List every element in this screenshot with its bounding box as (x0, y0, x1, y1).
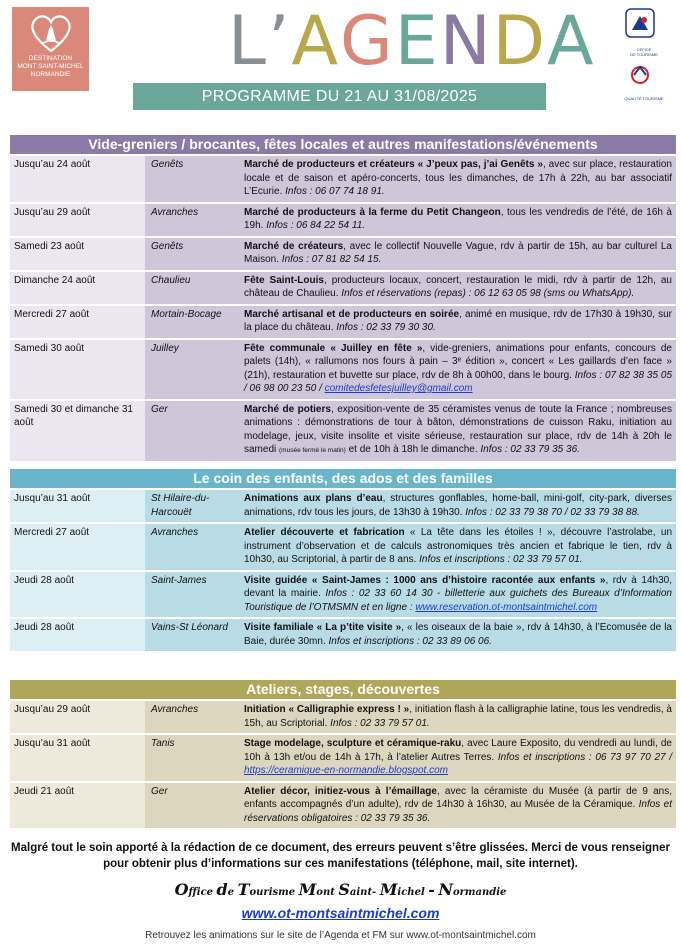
event-place: Avranches (145, 700, 240, 734)
title-letter: A (291, 2, 341, 81)
event-row (10, 489, 676, 523)
event-text: , rdv à 14h30, devant la mairie. (244, 574, 672, 599)
event-description (240, 400, 676, 461)
event-date: Mercredi 27 août (10, 523, 145, 571)
event-date: Jusqu’au 31 août (10, 489, 145, 523)
event-date: Mercredi 27 août (10, 305, 145, 339)
event-row (10, 734, 676, 782)
event-date: Jusqu’au 31 août (10, 734, 145, 782)
event-text: , structures gonflables, home-ball, mini-golf, city-park, diverses animations, rdv tous les jours, de 13h30 à 19h30. (244, 493, 672, 518)
event-date: Jusqu’au 24 août (10, 155, 145, 203)
event-place: Saint-James (145, 571, 240, 619)
title-letter: D (492, 2, 547, 81)
title-letter: A (546, 2, 596, 81)
event-title: Fête Saint-Louis (244, 274, 324, 286)
event-info: Infos et inscriptions : 06 73 97 70 27 / (497, 751, 672, 763)
section-enfants (10, 469, 676, 651)
event-row (10, 618, 676, 651)
signature-initial: T (237, 880, 250, 899)
event-date: Jeudi 28 août (10, 571, 145, 619)
title-letter: ’ (267, 2, 292, 81)
event-title: Marché artisanal et de producteurs en soirée (244, 308, 460, 320)
event-title: Visite guidée « Saint-James : 1000 ans d’histoire racontée aux enfants » (244, 574, 606, 586)
heart-mountain-icon (29, 13, 73, 53)
event-link[interactable]: comitedesfetesjuilley@gmail.com (324, 383, 473, 394)
qualite-tourisme-icon (620, 63, 660, 91)
event-info: Infos : 02 33 60 14 30 - billetterie aux guichets des Bureaux d’Information Touristique de l’OTMSMN et en ligne : (244, 588, 672, 613)
event-place: St Hilaire-du-Harcouët (145, 489, 240, 523)
event-table (10, 488, 676, 651)
event-row (10, 571, 676, 619)
signature-initial: M (379, 880, 398, 899)
event-info: Infos : 02 33 79 30 30. (336, 322, 436, 333)
event-place: Avranches (145, 203, 240, 237)
event-text: , avec le collectif Nouvelle Vague, rdv à partir de 15h, au bar culturel La Maison. (244, 240, 672, 265)
event-link[interactable]: https://ceramique-en-normandie.blogspot.com (244, 765, 448, 776)
logo-line: DESTINATION (28, 55, 73, 62)
event-description (240, 155, 676, 203)
event-text: , producteurs locaux, concert, restauration le midi, rdv à partir de 12h, au château de Chaulieu. (244, 274, 672, 299)
event-text: et de 10h à 18h le dimanche. (345, 444, 481, 455)
event-place: Chaulieu (145, 271, 240, 305)
event-text: , initiation flash à la calligraphie latine, tous les vendredis, à 15h, au Scriptorial. (244, 704, 672, 729)
signature-rest: ourisme (249, 887, 296, 898)
event-description (240, 271, 676, 305)
event-row (10, 400, 676, 461)
signature-initial: - (428, 880, 435, 899)
office-logo-text: OFFICE (636, 47, 652, 52)
page-title (228, 4, 596, 80)
office-logo-text: DE TOURISME (630, 52, 658, 57)
title-letter: N (439, 2, 493, 81)
event-description (240, 782, 676, 829)
event-info: Infos et réservations obligatoires : 02 33 79 35 36. (244, 799, 672, 824)
event-place: Juilley (145, 339, 240, 400)
title-letter: G (340, 2, 395, 81)
event-description (240, 203, 676, 237)
event-info: Infos et réservations (repas) : 06 12 63 05 98 (sms ou WhatsApp). (341, 288, 635, 299)
event-row (10, 305, 676, 339)
section-ateliers (10, 680, 676, 828)
title-letter: E (394, 2, 440, 81)
event-place: Tanis (145, 734, 240, 782)
office-tourisme-logo-icon (620, 8, 660, 42)
event-title: Initiation « Calligraphie express ! » (244, 704, 410, 715)
event-row (10, 271, 676, 305)
event-place: Ger (145, 782, 240, 829)
event-date: Jusqu’au 29 août (10, 203, 145, 237)
event-date: Jusqu’au 29 août (10, 700, 145, 734)
event-description (240, 305, 676, 339)
event-info: Infos : 02 33 79 35 36. (480, 444, 580, 455)
event-date: Jeudi 21 août (10, 782, 145, 829)
event-info: Infos : 06 84 22 54 11. (266, 220, 366, 231)
event-info: Infos : 07 82 38 35 05 / 06 98 00 23 50 / (244, 369, 673, 394)
event-place: Avranches (145, 523, 240, 571)
event-date: Dimanche 24 août (10, 271, 145, 305)
signature-rest: ont (316, 887, 335, 898)
event-info: Infos : 06 07 74 18 91. (285, 186, 385, 197)
event-row (10, 782, 676, 829)
event-title: Marché de créateurs (244, 240, 344, 252)
event-row (10, 523, 676, 571)
section-manifestations (10, 135, 676, 461)
event-place: Genêts (145, 155, 240, 203)
event-title: Atelier découverte et fabrication (244, 527, 405, 538)
signature-rest: ichel (397, 887, 425, 898)
signature-rest: ffice (188, 887, 214, 898)
event-title: Atelier décor, initiez-vous à l’émaillage (244, 785, 437, 797)
section-title: Ateliers, stages, découvertes (10, 680, 676, 699)
event-row (10, 700, 676, 734)
signature-initial: N (438, 880, 453, 899)
event-title: Fête communale « Juilley en fête » (244, 342, 423, 354)
event-note: (musée fermé le matin) (279, 447, 346, 454)
event-place: Vains-St Léonard (145, 618, 240, 651)
cut-off-line: Retrouvez les animations sur le site de l’Agenda et FM sur www.ot-montsaintmichel.com (145, 930, 536, 941)
website-link[interactable]: www.ot-montsaintmichel.com (241, 905, 440, 921)
event-text: , « les oiseaux de la baie », rdv à 14h30, à l’Ecomusée de la Baie, durée 30mn. (244, 622, 672, 647)
signature-initial: d (216, 880, 228, 899)
office-signature (0, 880, 681, 899)
event-text: , avec la céramiste du Musée (à partir de 9 ans, enfants accompagnés d’un adulte), rdv de 14h30 à 16h30, au Musée de la Céramique. (244, 785, 672, 810)
event-info: Infos : 07 81 82 54 15. (281, 254, 382, 265)
signature-initial: O (174, 880, 189, 899)
signature-rest: e (227, 887, 235, 898)
event-description (240, 618, 676, 651)
title-letter: L (228, 2, 268, 81)
event-date: Samedi 30 août (10, 339, 145, 400)
event-title: Stage modelage, sculpture et céramique-raku (244, 738, 462, 749)
disclaimer: Malgré tout le soin apporté à la rédaction de ce document, des erreurs peuvent s’être glissées. Merci de vous renseigner pour obtenir plus d’informations sur ces manifestations (téléphone, mail, site internet). (11, 842, 670, 870)
event-description (240, 339, 676, 400)
section-title: Le coin des enfants, des ados et des familles (10, 469, 676, 488)
event-text: , animé en musique, rdv de 17h30 à 19h30, sur la place du château. (244, 308, 672, 333)
event-title: Visite familiale « La p’tite visite » (244, 622, 402, 633)
logo-line: MONT SAINT-MICHEL (17, 63, 84, 70)
event-description (240, 523, 676, 571)
event-text: , avec sur place, restauration locale et de saison et apéro-concerts, tous les dimanches, de 17h à 22h, au bar associatif L’Ecurie. (244, 159, 672, 197)
event-row (10, 203, 676, 237)
destination-logo (12, 7, 89, 91)
event-date: Jeudi 28 août (10, 618, 145, 651)
signature-initial: M (298, 880, 317, 899)
event-info: Infos et inscriptions : 02 33 79 57 01. (419, 554, 583, 565)
signature-rest: ormandie (452, 887, 507, 898)
event-title: Marché de producteurs et créateurs « J’peux pas, j’ai Genêts » (244, 159, 543, 170)
signature-rest: aint- (349, 887, 377, 898)
event-description (240, 489, 676, 523)
event-table (10, 154, 676, 461)
signature-initial: S (338, 880, 350, 899)
programme-banner: PROGRAMME DU 21 AU 31/08/2025 (133, 83, 546, 110)
event-info: Infos : 02 33 79 57 01. (330, 717, 430, 729)
event-info: Infos : 02 33 79 38 70 / 02 33 79 38 88. (465, 506, 640, 518)
event-description (240, 571, 676, 619)
event-title: Marché de producteurs à la ferme du Petit Changeon (244, 206, 501, 218)
event-row (10, 155, 676, 203)
event-text: , vide-greniers, animations pour enfants, concours de palets (14h), « rallumons nos fours à pain – 3ᵉ édition », concert « Les gaillards d’en face » (21h), restauration et buvette sur place, rdv de 8h à 00h00, dans le bourg. (244, 342, 672, 381)
event-description (240, 700, 676, 734)
event-description (240, 734, 676, 782)
section-title: Vide-greniers / brocantes, fêtes locales et autres manifestations/événements (10, 135, 676, 154)
event-title: Marché de potiers (244, 403, 331, 415)
event-row (10, 339, 676, 400)
event-table (10, 699, 676, 828)
event-text: , avec Laure Exposito, du vendredi au lundi, de 10h à 13h et/ou de 14h à 17h, à l’atelier Autres Terres. (244, 738, 672, 763)
qualite-logo-text: QUALITÉ TOURISME (624, 96, 664, 101)
event-row (10, 237, 676, 271)
event-link[interactable]: www.reservation.ot-montsaintmichel.com (415, 601, 598, 613)
event-date: Samedi 30 et dimanche 31 août (10, 400, 145, 461)
event-text: « La tête dans les étoiles ! », découvre l’astrolabe, un instrument d’observation et de calculs astronomiques très ancien et fabrique le tien, rdv à 10h30, au Scriptorial, à partir de 8 ans. (244, 527, 673, 565)
event-description (240, 237, 676, 271)
event-place: Ger (145, 400, 240, 461)
event-place: Genêts (145, 237, 240, 271)
event-info: Infos et inscriptions : 02 33 89 06 06. (328, 635, 492, 647)
event-text: , exposition-vente de 35 céramistes venus de toute la France ; nombreuses animations : démonstrations de tour à bâton, démonstrations de cuisson Raku, initiation au modelage, jeux, visite insolite et visite sérieuse, restauration sur place, rdv de 14h à 20h le samedi (244, 403, 672, 455)
event-date: Samedi 23 août (10, 237, 145, 271)
event-title: Animations aux plans d’eau (244, 493, 383, 504)
right-logos (620, 8, 668, 101)
logo-line: NORMANDIE (30, 71, 71, 78)
event-place: Mortain-Bocage (145, 305, 240, 339)
event-text: , tous les vendredis de l’été, de 16h à 19h. (244, 206, 672, 231)
